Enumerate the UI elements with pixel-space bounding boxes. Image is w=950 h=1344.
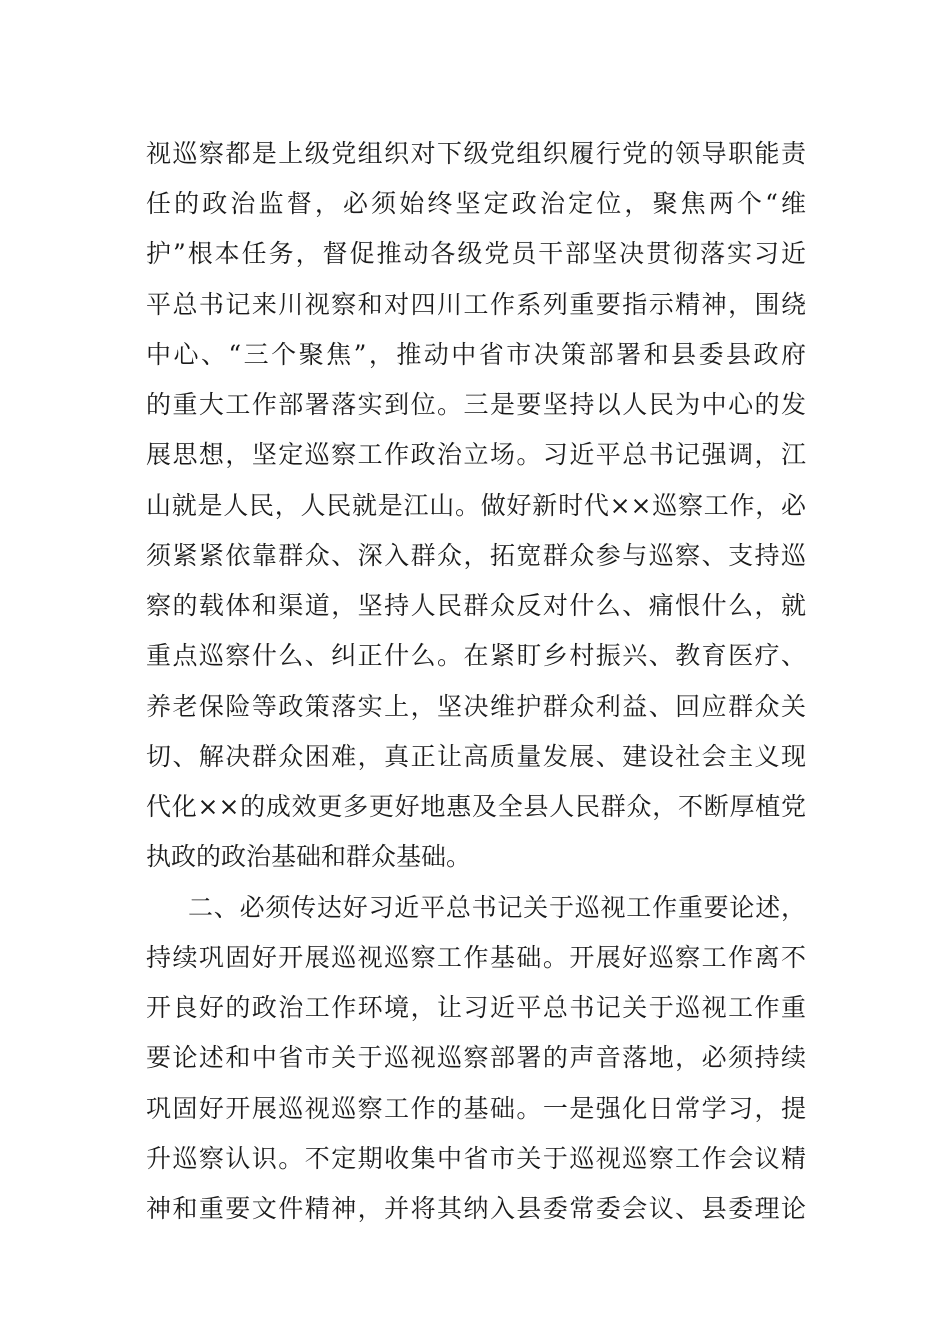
text-line: 任的政治监督，必须始终坚定政治定位，聚焦两个“维 xyxy=(146,189,806,218)
text-line: 养老保险等政策落实上，坚决维护群众利益、回应群众关 xyxy=(146,692,806,721)
text-line: 重点巡察什么、纠正什么。在紧盯乡村振兴、教育医疗、 xyxy=(146,641,806,670)
text-line: 代化××的成效更多更好地惠及全县人民群众，不断厚植党 xyxy=(146,792,806,821)
text-line: 升巡察认识。不定期收集中省市关于巡视巡察工作会议精 xyxy=(146,1144,806,1173)
text-line: 神和重要文件精神，并将其纳入县委常委会议、县委理论 xyxy=(146,1194,806,1223)
text-line: 中心、“三个聚焦”，推动中省市决策部署和县委县政府 xyxy=(146,340,806,369)
text-line: 开良好的政治工作环境，让习近平总书记关于巡视工作重 xyxy=(146,993,806,1022)
text-line: 要论述和中省市关于巡视巡察部署的声音落地，必须持续 xyxy=(146,1043,806,1072)
paragraph-first-line: 二、必须传达好习近平总书记关于巡视工作重要论述， xyxy=(188,893,806,922)
text-line: 须紧紧依靠群众、深入群众，拓宽群众参与巡察、支持巡 xyxy=(146,541,806,570)
text-line: 展思想，坚定巡察工作政治立场。习近平总书记强调，江 xyxy=(146,440,806,469)
text-line: 切、解决群众困难，真正让高质量发展、建设社会主义现 xyxy=(146,742,806,771)
text-line: 山就是人民，人民就是江山。做好新时代××巡察工作，必 xyxy=(146,491,806,520)
text-line: 护”根本任务，督促推动各级党员干部坚决贯彻落实习近 xyxy=(146,239,806,268)
text-line: 察的载体和渠道，坚持人民群众反对什么、痛恨什么，就 xyxy=(146,591,806,620)
text-line: 持续巩固好开展巡视巡察工作基础。开展好巡察工作离不 xyxy=(146,943,806,972)
text-line: 的重大工作部署落实到位。三是要坚持以人民为中心的发 xyxy=(146,390,806,419)
text-line: 视巡察都是上级党组织对下级党组织履行党的领导职能责 xyxy=(146,139,806,168)
text-line: 执政的政治基础和群众基础。 xyxy=(146,842,472,871)
text-line: 巩固好开展巡视巡察工作的基础。一是强化日常学习，提 xyxy=(146,1094,806,1123)
text-line: 平总书记来川视察和对四川工作系列重要指示精神，围绕 xyxy=(146,290,806,319)
